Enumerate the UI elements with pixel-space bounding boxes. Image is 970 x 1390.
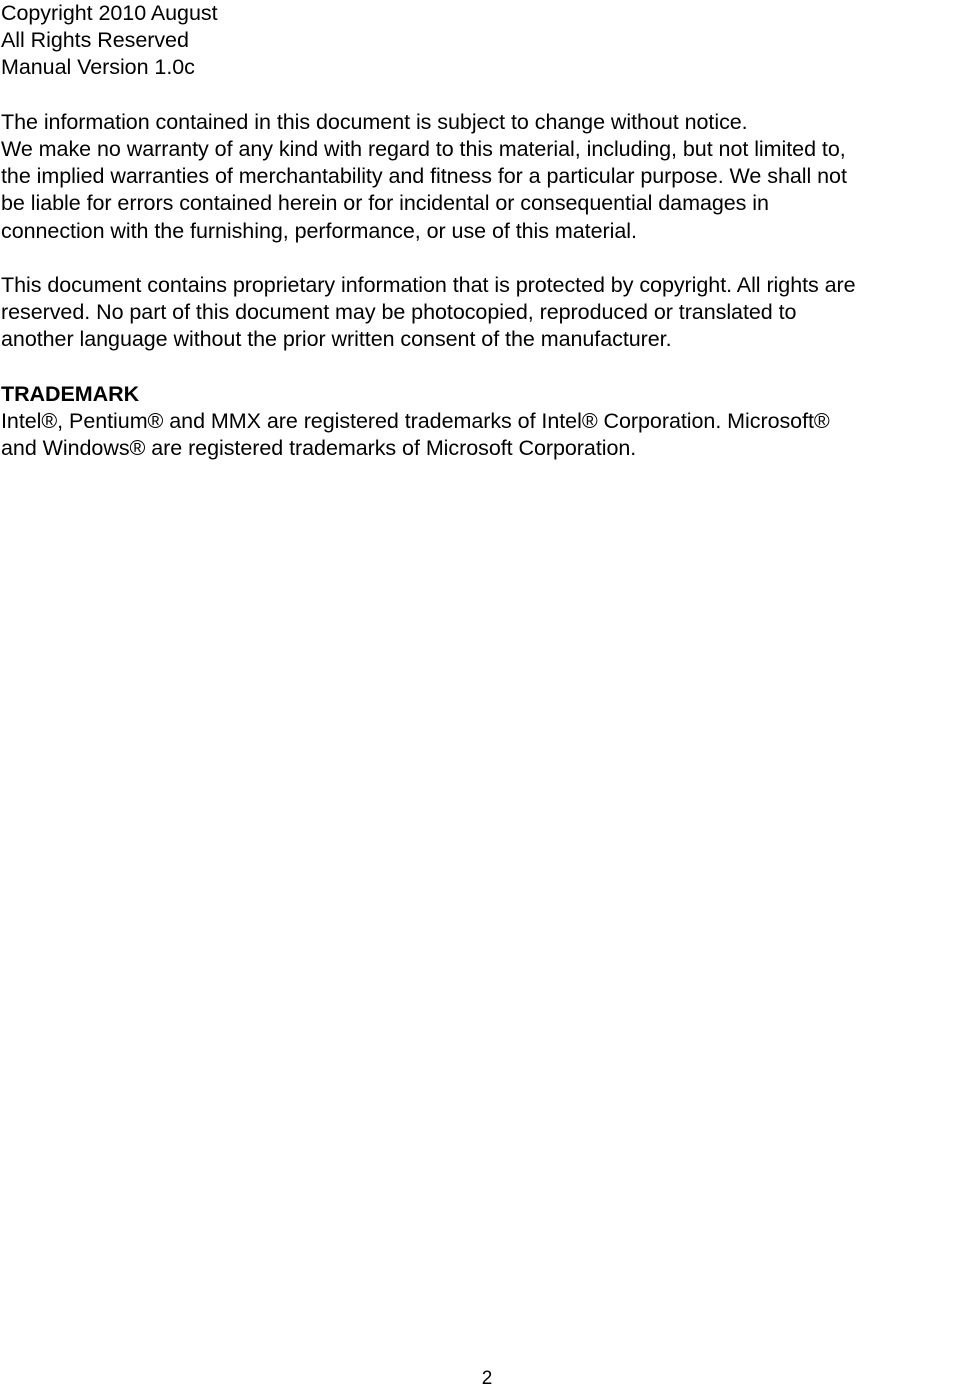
disclaimer-line: the implied warranties of merchantability and fitness for a particular purpose. We shall not — [1, 164, 847, 189]
copyright-block — [1, 0, 969, 82]
proprietary-line: This document contains proprietary information that is protected by copyright. All rights are — [1, 273, 856, 297]
rights-line: All Rights Reserved — [1, 28, 189, 53]
paragraph-gap — [1, 82, 969, 109]
trademark-line: Intel®, Pentium® and MMX are registered trademarks of Intel® Corporation. Microsoft® — [1, 409, 830, 433]
trademark-line: and Windows® are registered trademarks of Microsoft Corporation. — [1, 436, 637, 461]
version-line: Manual Version 1.0c — [1, 55, 195, 80]
disclaimer-line: The information contained in this document is subject to change without notice. — [1, 109, 748, 134]
page-number: 2 — [481, 1368, 493, 1389]
proprietary-paragraph — [1, 272, 969, 354]
disclaimer-paragraph — [1, 109, 969, 245]
paragraph-gap — [1, 354, 969, 381]
disclaimer-line: be liable for errors contained herein or for incidental or consequential damages in — [1, 191, 769, 216]
copyright-line: Copyright 2010 August — [1, 1, 218, 25]
proprietary-line: another language without the prior written consent of the manufacturer. — [1, 327, 672, 352]
disclaimer-line: connection with the furnishing, performance, or use of this material. — [1, 218, 637, 243]
disclaimer-line: We make no warranty of any kind with regard to this material, including, but not limited to, — [1, 137, 846, 161]
trademark-heading: TRADEMARK — [1, 381, 140, 406]
document-content — [1, 0, 969, 462]
trademark-section — [1, 381, 969, 463]
paragraph-gap — [1, 245, 969, 272]
proprietary-line: reserved. No part of this document may be photocopied, reproduced or translated to — [1, 300, 797, 325]
